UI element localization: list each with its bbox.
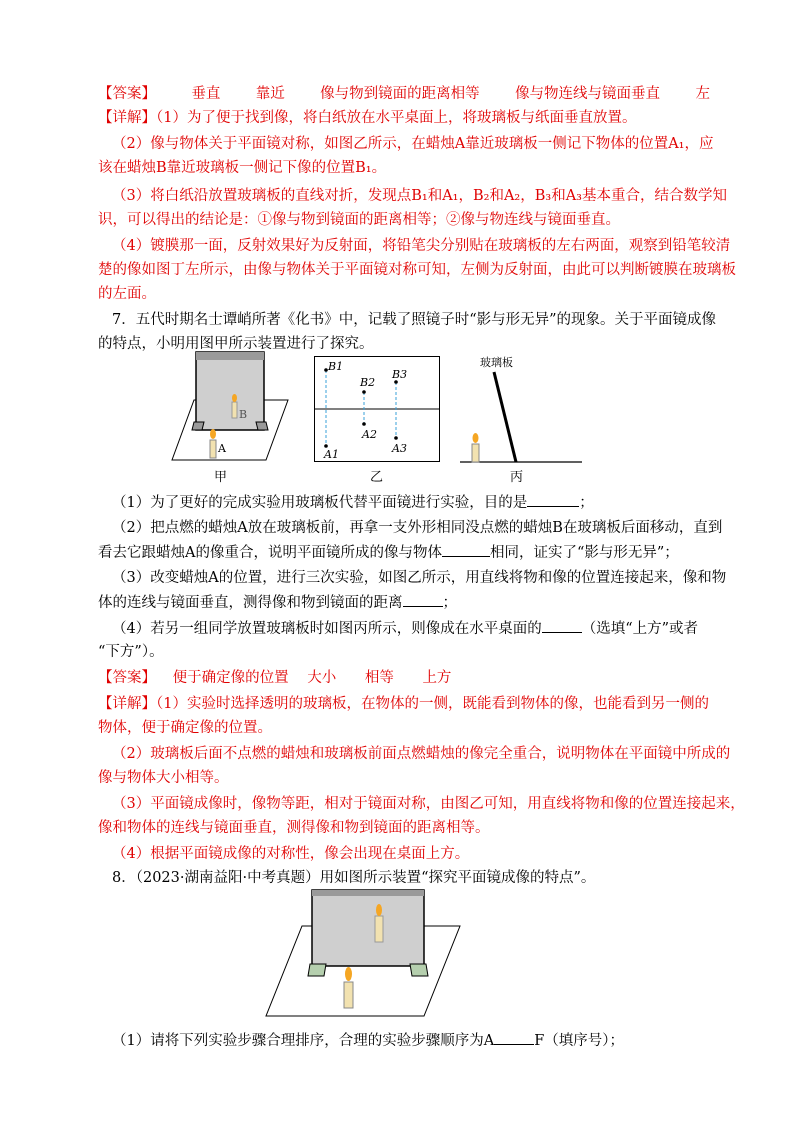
answer-label: 【答案】 [98,670,156,686]
answer-item: 像与物连线与镜面垂直 [515,86,661,102]
q7-sub-3: （3）改变蜡烛A的位置，进行三次实验，如图乙所示，用直线将物和像的位置连接起来，像和物 [112,570,727,586]
q7-stem: 的特点，小明用图甲所示装置进行了探究。 [98,336,374,352]
answer-blank[interactable] [527,492,579,507]
q7-answer-row [98,668,710,688]
sub-text: （1）为了更好的完成实验用玻璃板代替平面镜进行实验，目的是 [112,495,528,511]
sub-text: ； [579,495,594,511]
q6-answer-row [98,84,710,104]
q7-detail-line: （3）平面镜成像时，像物等距，相对于镜面对称，由图乙可知，用直线将物和像的位置连接起来， [112,796,745,812]
label-a3: A3 [392,442,407,455]
q7-stem: 7．五代时期名士谭峭所著《化书》中，记载了照镜子时“影与形无异”的现象。关于平面镜成像 [112,312,717,328]
answer-blank[interactable] [542,618,582,633]
answer-item: 大小 [307,670,337,686]
answer-label: 【答案】 [98,86,156,102]
figure-q8 [266,888,462,1018]
q6-detail-line: 楚的像如图丁左所示，由像与物体关于平面镜对称可知，左侧为反射面，由此可以判断镀膜在玻璃板 [98,262,736,278]
q7-detail-line: 像与物体大小相等。 [98,770,229,786]
q6-detail-line: 的左面。 [98,286,156,302]
sub-text: （选填“上方”或者 [581,621,699,637]
label-b2: B2 [360,376,376,389]
answer-blank[interactable] [494,1030,534,1045]
answer-item: 上方 [422,670,452,686]
q7-sub-4 [112,618,710,639]
answer-item: 像与物到镜面的距离相等 [320,86,480,102]
sub-text: F（填序号）； [534,1033,625,1049]
figure-caption-yi: 乙 [370,470,384,485]
sub-text: 体的连线与镜面垂直，测得像和物到镜面的距离 [98,595,403,611]
sub-text: （4）若另一组同学放置玻璃板时如图丙所示，则像成在水平桌面的 [112,621,542,637]
figure-caption-jia: 甲 [214,470,228,485]
sub-text: 看去它跟蜡烛A的像重合，说明平面镜所成的像与物体 [98,545,442,561]
detail-label: 【详解】 [98,110,156,126]
q6-detail-line: （4）镀膜那一面，反射效果好为反射面，将铅笔尖分别贴在玻璃板的左右两面，观察到铅笔较清 [112,238,731,254]
label-b3: B3 [392,368,408,381]
label-a: A [218,442,226,455]
sub-text: 相同，证实了“影与形无异”； [489,545,679,561]
figure-caption-bing: 丙 [510,470,524,485]
figure-bing [458,352,584,464]
glass-plate-label: 玻璃板 [480,356,513,369]
sub-text: （1）请将下列实验步骤合理排序，合理的实验步骤顺序为A [112,1033,495,1049]
detail-label: 【详解】 [98,696,156,712]
q7-detail-line: （2）玻璃板后面不点燃的蜡烛和玻璃板前面点燃蜡烛的像完全重合，说明物体在平面镜中所成的 [112,746,731,762]
label-a2: A2 [362,428,377,441]
detail-text: （1）实验时选择透明的玻璃板，在物体的一侧，既能看到物体的像，也能看到另一侧的 [156,696,709,712]
answer-item: 垂直 [191,86,221,102]
q7-sub-1 [112,492,710,513]
q6-detail-line: 识，可以得出的结论是：①像与物到镜面的距离相等；②像与物连线与镜面垂直。 [98,212,620,228]
answer-item: 左 [695,86,710,102]
answer-item: 相等 [364,670,394,686]
answer-blank[interactable] [442,542,490,557]
q6-detail-line: （3）将白纸沿放置玻璃板的直线对折，发现点B₁和A₁，B₂和A₂，B₃和A₃基本重合，结合数学知 [112,188,727,204]
q7-detail-line [98,694,710,714]
answer-item: 便于确定像的位置 [172,670,289,686]
label-a1: A1 [324,448,339,461]
q6-detail-line: 该在蜡烛B靠近玻璃板一侧记下像的位置B₁。 [98,160,387,176]
q6-detail-line: （2）像与物体关于平面镜对称，如图乙所示，在蜡烛A靠近玻璃板一侧记下物体的位置A₁，应 [112,136,714,152]
answer-blank[interactable] [403,592,443,607]
figure-yi [314,356,440,462]
sub-text: ； [442,595,457,611]
q7-detail-line: 物体，便于确定像的位置。 [98,720,272,736]
q7-sub-3 [98,592,710,613]
q8-sub-1 [112,1030,710,1051]
detail-text: （1）为了便于找到像，将白纸放在水平桌面上，将玻璃板与纸面垂直放置。 [156,110,637,126]
q6-detail-line [98,108,710,128]
q7-sub-2: （2）把点燃的蜡烛A放在玻璃板前，再拿一支外形相同没点燃的蜡烛B在玻璃板后面移动，直到 [112,520,723,536]
label-b1: B1 [328,360,344,373]
q7-detail-line: （4）根据平面镜成像的对称性，像会出现在桌面上方。 [112,846,470,862]
q7-sub-2 [98,542,710,563]
figure-jia [170,346,290,466]
answer-item: 靠近 [255,86,285,102]
q7-detail-line: 像和物体的连线与镜面垂直，测得像和物到镜面的距离相等。 [98,820,490,836]
label-b: B [239,408,248,421]
q7-sub-4: “下方”）。 [98,644,164,660]
q8-stem: 8．（2023·湖南益阳·中考真题）用如图所示装置“探究平面镜成像的特点”。 [112,870,596,886]
